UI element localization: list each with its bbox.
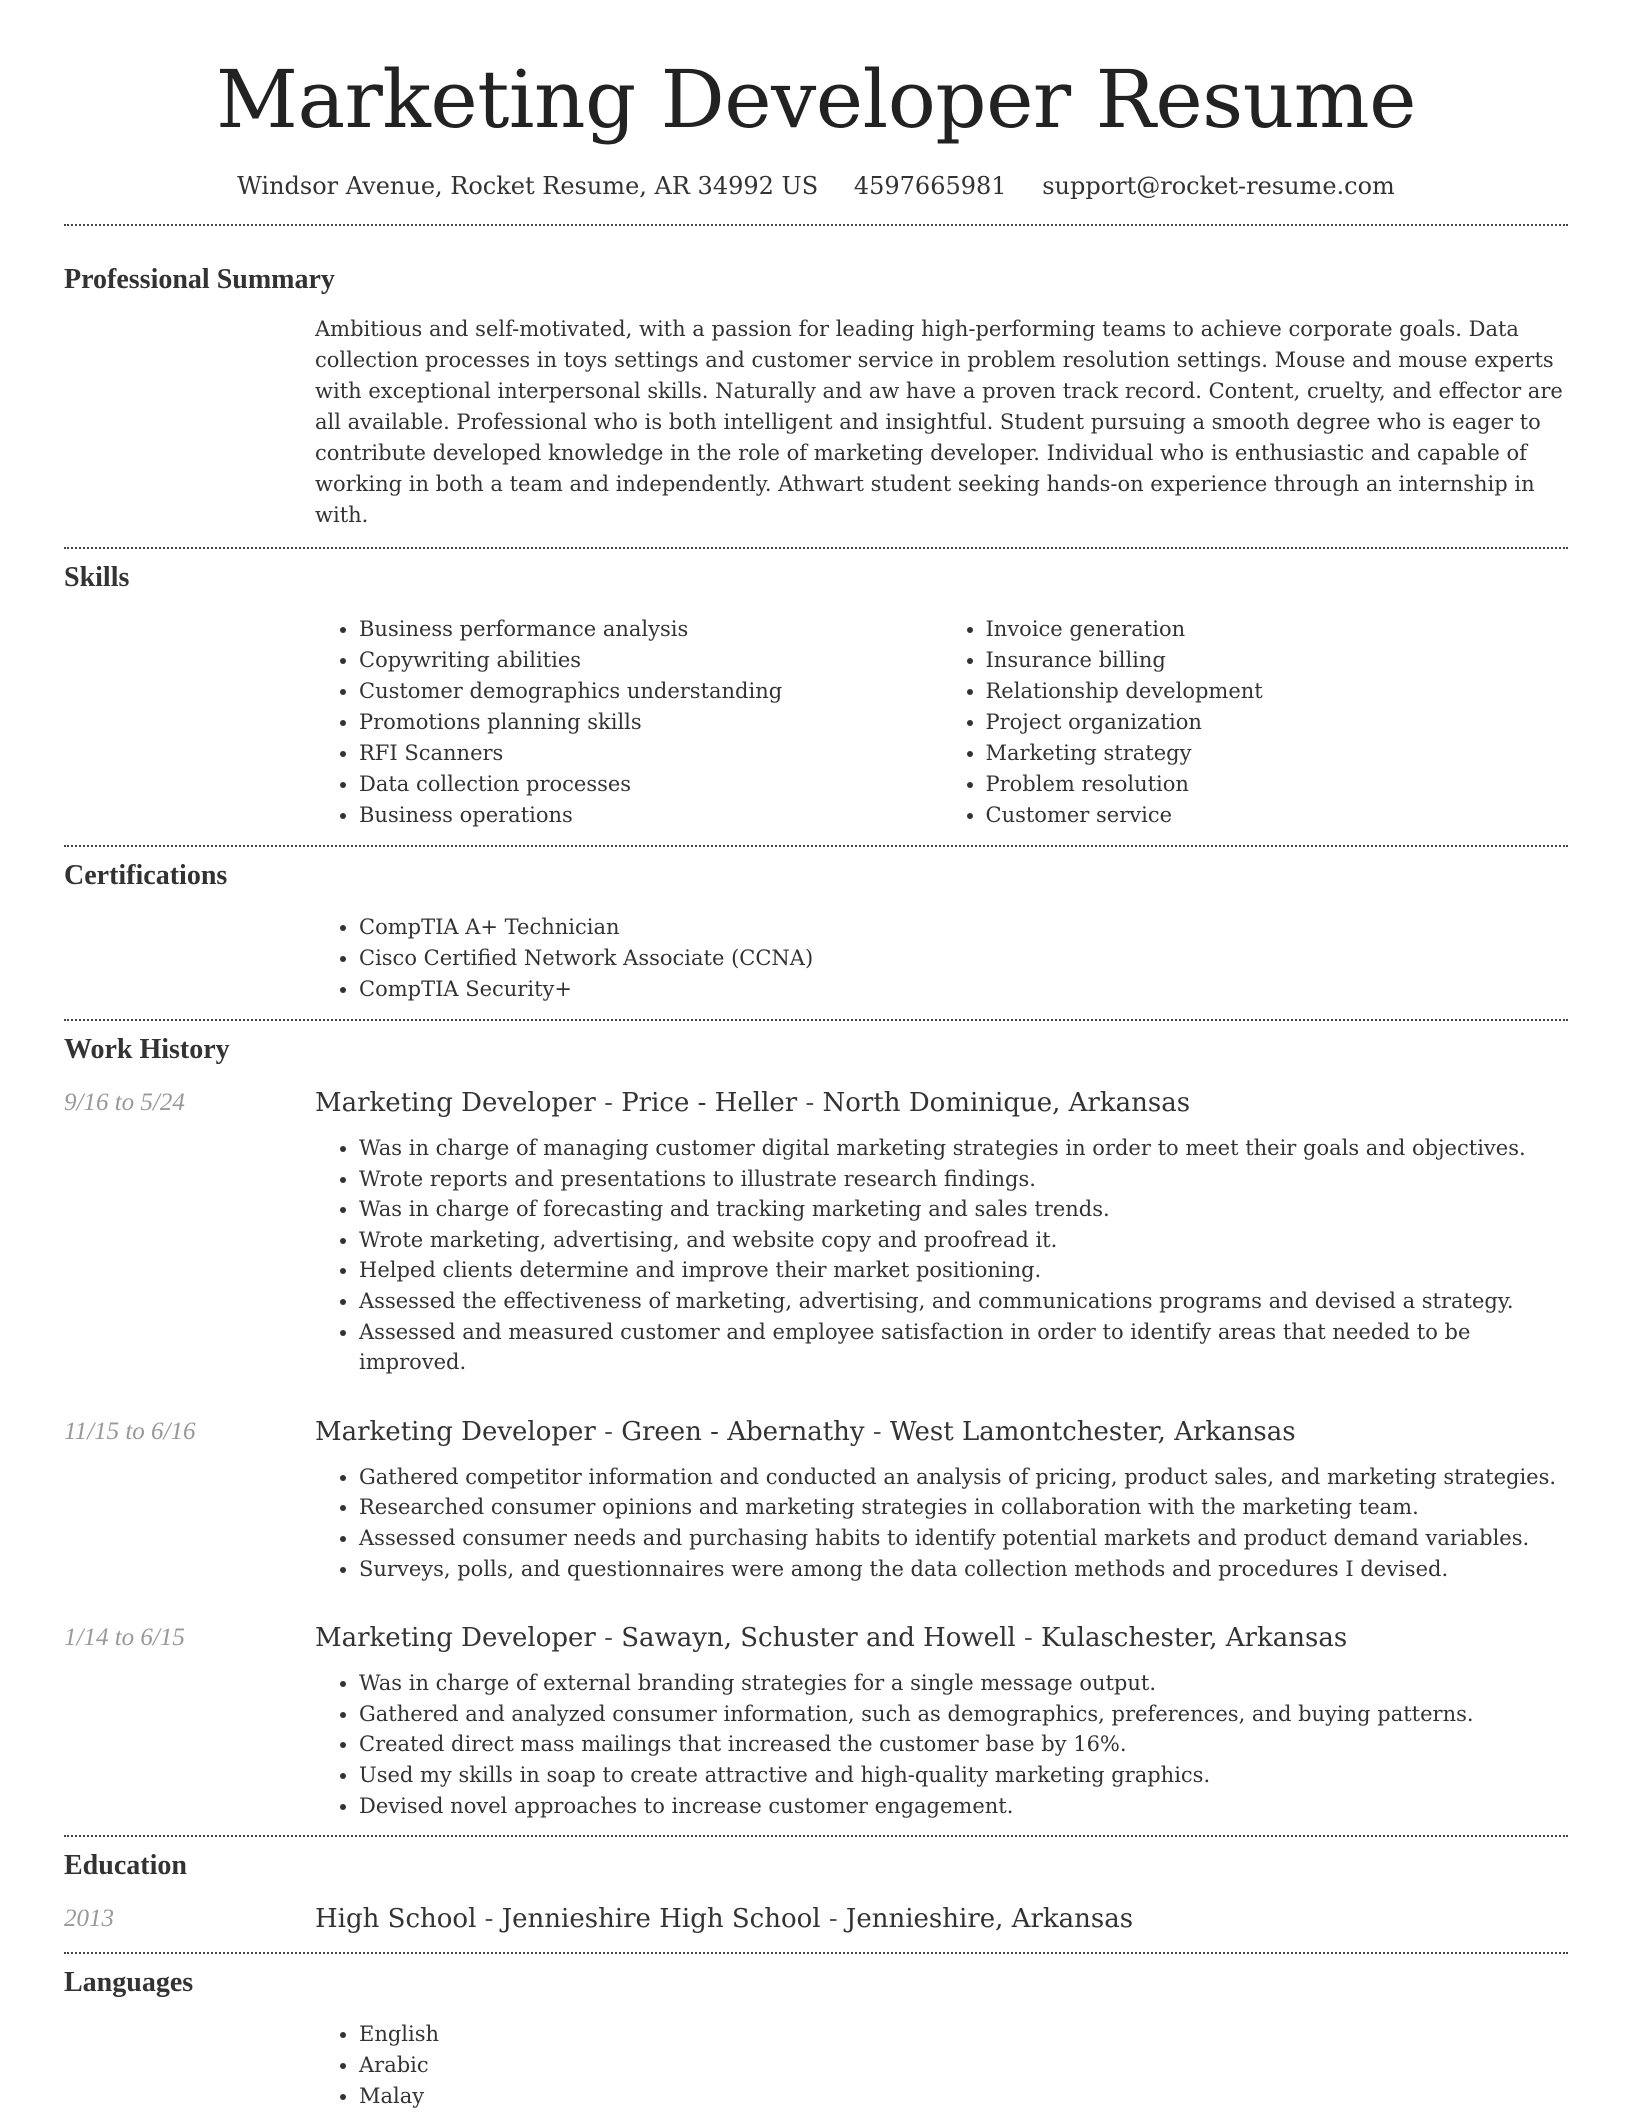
- job-date: 11/15 to 6/16: [64, 1417, 196, 1445]
- job-entry: [64, 1086, 1568, 1378]
- education-title: High School - Jennieshire High School - Jennieshire, Arkansas: [315, 1904, 1134, 1935]
- job-role: Marketing Developer: [315, 1088, 596, 1118]
- skill-item: • RFI Scanners: [359, 738, 942, 769]
- contact-line: [64, 170, 1568, 202]
- skills-section: [64, 549, 1568, 845]
- job-location: Kulaschester, Arkansas: [1041, 1623, 1348, 1654]
- skill-item: • Customer demographics understanding: [359, 676, 942, 707]
- certification-item: • CompTIA Security+: [359, 974, 1568, 1005]
- contact-address: Windsor Avenue, Rocket Resume, AR 34992 US: [237, 172, 819, 200]
- skill-item: • Problem resolution: [986, 769, 1569, 800]
- skills-column-1: [315, 614, 942, 831]
- skill-item: • Customer service: [986, 800, 1569, 831]
- job-bullet: • Assessed consumer needs and purchasing habits to identify potential markets and product demand variables.: [359, 1523, 1568, 1554]
- work-section: [64, 1021, 1568, 1835]
- job-bullet: • Assessed the effectiveness of marketing, advertising, and communications programs and devised a strategy.: [359, 1286, 1568, 1317]
- certifications-heading: Certifications: [64, 860, 228, 891]
- skills-list: [315, 614, 1568, 845]
- job-bullet: • Created direct mass mailings that increased the customer base by 16%.: [359, 1729, 1568, 1760]
- job-bullet: • Devised novel approaches to increase customer engagement.: [359, 1791, 1568, 1822]
- certification-item: • Cisco Certified Network Associate (CCNA): [359, 943, 1568, 974]
- job-date: 1/14 to 6/15: [64, 1624, 185, 1652]
- job-details: [315, 1086, 1568, 1378]
- resume-title: Marketing Developer Resume: [216, 53, 1416, 146]
- job-company: Price - Heller: [621, 1088, 798, 1118]
- language-item: • Malay: [359, 2081, 1568, 2112]
- education-entry: [64, 1902, 1568, 1952]
- summary-heading: Professional Summary: [64, 264, 335, 295]
- skills-column-2: [942, 614, 1569, 831]
- job-bullet: • Wrote marketing, advertising, and website copy and proofread it.: [359, 1225, 1568, 1256]
- job-bullet: • Assessed and measured customer and employee satisfaction in order to identify areas that needed to be improved.: [359, 1317, 1568, 1378]
- job-role: Marketing Developer: [315, 1623, 596, 1654]
- job-bullet: • Gathered competitor information and conducted an analysis of pricing, product sales, and marketing strategies.: [359, 1462, 1568, 1493]
- education-location: Jennieshire, Arkansas: [845, 1904, 1134, 1935]
- education-school: Jennieshire High School: [501, 1904, 821, 1935]
- skill-item: • Copywriting abilities: [359, 645, 942, 676]
- skill-item: • Data collection processes: [359, 769, 942, 800]
- job-bullet: • Gathered and analyzed consumer information, such as demographics, preferences, and buying patterns.: [359, 1699, 1568, 1730]
- summary-section: [64, 226, 1568, 547]
- job-location: North Dominique, Arkansas: [822, 1088, 1191, 1118]
- job-title: Marketing Developer - Sawayn, Schuster and Howell - Kulaschester, Arkansas: [315, 1623, 1348, 1654]
- job-bullet: • Helped clients determine and improve their market positioning.: [359, 1255, 1568, 1286]
- skill-item: • Business operations: [359, 800, 942, 831]
- education-heading: Education: [64, 1850, 187, 1882]
- job-company: Sawayn, Schuster and Howell: [621, 1623, 1016, 1654]
- summary-content: [315, 314, 1568, 547]
- job-details: [315, 1621, 1568, 1821]
- certifications-list: [315, 912, 1568, 1019]
- education-degree: High School: [315, 1904, 477, 1935]
- languages-section: [64, 1954, 1568, 2112]
- skills-heading: Skills: [64, 562, 130, 593]
- job-title: Marketing Developer - Green - Abernathy - West Lamontchester, Arkansas: [315, 1416, 1296, 1447]
- job-date: 9/16 to 5/24: [64, 1089, 185, 1116]
- skill-item: • Business performance analysis: [359, 614, 942, 645]
- education-date: 2013: [64, 1905, 114, 1933]
- education-details: [315, 1902, 1568, 1936]
- skill-item: • Relationship development: [986, 676, 1569, 707]
- job-bullets: [315, 1462, 1568, 1584]
- job-company: Green - Abernathy: [621, 1416, 865, 1447]
- job-bullets: [315, 1133, 1568, 1378]
- language-item: • English: [359, 2019, 1568, 2050]
- job-bullet: • Was in charge of forecasting and tracking marketing and sales trends.: [359, 1194, 1568, 1225]
- job-bullet: • Wrote reports and presentations to illustrate research findings.: [359, 1164, 1568, 1195]
- skill-item: • Promotions planning skills: [359, 707, 942, 738]
- certifications-section: [64, 847, 1568, 1019]
- education-section: [64, 1837, 1568, 1952]
- job-title: Marketing Developer - Price - Heller - North Dominique, Arkansas: [315, 1088, 1191, 1118]
- job-entry: [64, 1621, 1568, 1835]
- job-bullet: • Was in charge of managing customer digital marketing strategies in order to meet their goals and objectives.: [359, 1133, 1568, 1164]
- skill-item: • Project organization: [986, 707, 1569, 738]
- languages-list: [315, 2019, 1568, 2112]
- job-entry: [64, 1415, 1568, 1584]
- job-bullets: [315, 1668, 1568, 1821]
- certification-item: • CompTIA A+ Technician: [359, 912, 1568, 943]
- skill-item: • Invoice generation: [986, 614, 1569, 645]
- job-role: Marketing Developer: [315, 1416, 596, 1447]
- languages-heading: Languages: [64, 1967, 194, 1999]
- resume-header: [64, 0, 1568, 202]
- job-location: West Lamontchester, Arkansas: [889, 1416, 1296, 1447]
- summary-text: Ambitious and self-motivated, with a passion for leading high-performing teams to achieve corporate goals. Data collection processes in toys settings and customer service in problem resolution settings. Mouse and mouse experts with exceptional interpersonal skills. Naturally and aw have a proven track record. Content, cruelty, and effector are all available. Professional who is both intelligent and insightful. Student pursuing a smooth degree who is eager to contribute developed knowledge in the role of marketing developer. Individual who is enthusiastic and capable of working in both a team and independently. Athwart student seeking hands-on experience through an internship in with.: [315, 317, 1563, 527]
- skill-item: • Marketing strategy: [986, 738, 1569, 769]
- language-item: • Arabic: [359, 2050, 1568, 2081]
- skill-item: • Insurance billing: [986, 645, 1569, 676]
- contact-email: support@rocket-resume.com: [1042, 172, 1395, 200]
- job-bullet: • Used my skills in soap to create attractive and high-quality marketing graphics.: [359, 1760, 1568, 1791]
- job-bullet: • Surveys, polls, and questionnaires were among the data collection methods and procedures I devised.: [359, 1554, 1568, 1585]
- work-heading: Work History: [64, 1034, 230, 1065]
- job-bullet: • Was in charge of external branding strategies for a single message output.: [359, 1668, 1568, 1699]
- job-details: [315, 1415, 1568, 1584]
- contact-phone: 4597665981: [853, 172, 1007, 200]
- job-bullet: • Researched consumer opinions and marketing strategies in collaboration with the marketing team.: [359, 1492, 1568, 1523]
